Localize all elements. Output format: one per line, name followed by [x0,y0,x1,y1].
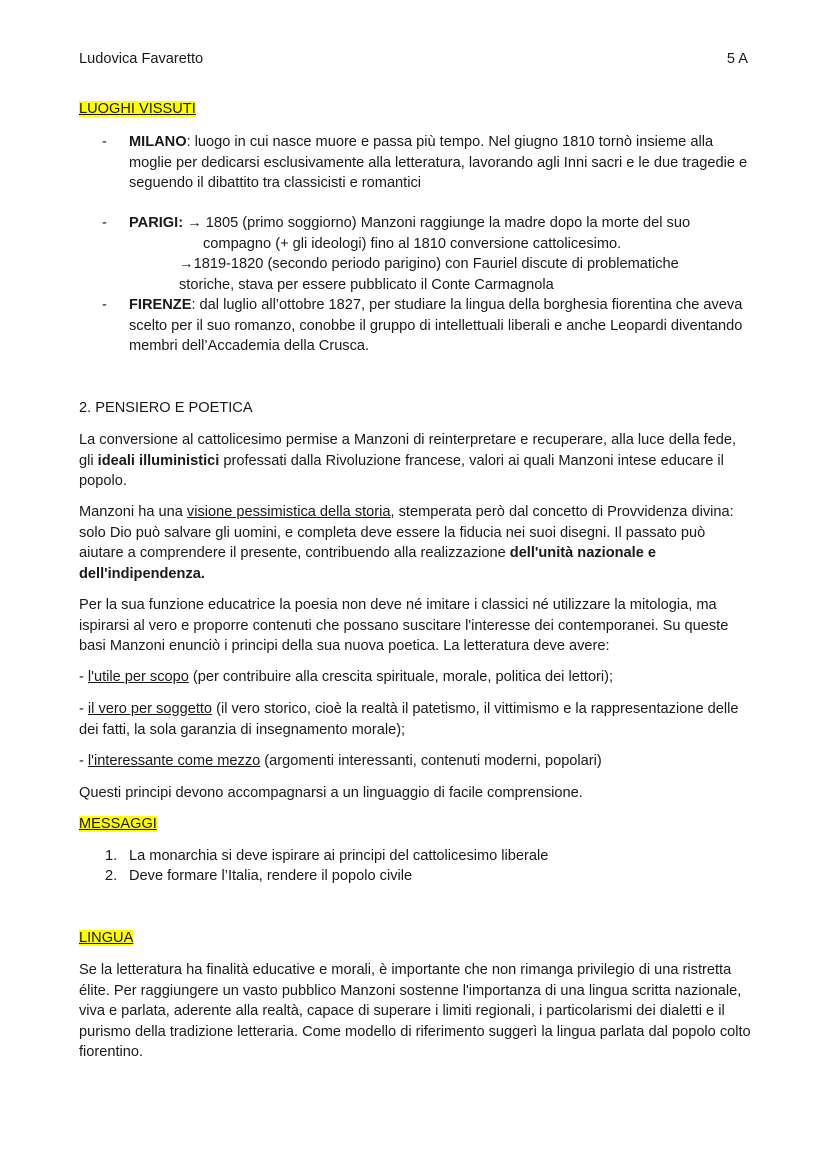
list-item-milano [79,132,751,194]
parigi-line1: → 1805 (primo soggiorno) Manzoni raggiunge la madre dopo la morte del suo [183,215,691,231]
lingua-heading-row [79,928,751,949]
lingua-heading: LINGUA [79,930,134,946]
p2-bold: dell'unità nazionale e dell'indipendenza. [79,545,656,582]
item-text: La monarchia si deve ispirare ai principi del cattolicesimo liberale [129,848,549,864]
dash-marker: - [102,297,107,313]
parigi-name: PARIGI: [129,215,184,231]
point-2-desc: (il vero storico, cioè la realtà il patetismo, il vittimismo e la rappresentazione delle dei fatti, la sola garanzia di insegnamento morale); [79,701,739,738]
messaggi-heading: MESSAGGI [79,816,157,832]
luoghi-heading: LUOGHI VISSUTI [79,101,196,117]
milano-desc: : luogo in cui nasce muore e passa più tempo. Nel giugno 1810 tornò insieme alla moglie per dedicarsi esclusivamente alla letteratura, lavorando agli Inni sacri e le due tragedie e seguendo il dibattito tra classicisti e romantici [129,134,748,191]
messaggi-item [79,846,751,867]
p1-text-c: professati dalla Rivoluzione francese, valori ai quali Manzoni intese educare il popolo. [79,452,724,489]
pensiero-paragraph-4: Questi principi devono accompagnarsi a un linguaggio di facile comprensione. [79,785,583,801]
point-dash: - [79,753,88,769]
point-dash: - [79,669,88,685]
point-3-desc: (argomenti interessanti, contenuti moderni, popolari) [260,753,602,769]
parigi-line2: compagno (+ gli ideologi) fino al 1810 conversione cattolicesimo. [203,235,622,252]
pensiero-paragraph-3: Per la sua funzione educatrice la poesia non deve né imitare i classici né utilizzare la mitologia, ma ispirarsi al vero e proporre contenuti che possano suscitare l'interesse dei contemporanei. Su queste basi Manzoni enunciò i principi della sua nuova poetica. La letteratura deve avere: [79,597,729,654]
dash-marker: - [102,215,107,231]
header-author: Ludovica Favaretto [79,51,204,67]
point-3-title: l'interessante come mezzo [87,753,261,769]
poetica-point-3 [79,751,751,772]
parigi-line4: storiche, stava per essere pubblicato il Conte Carmagnola [179,276,554,293]
point-1-title: l'utile per scopo [87,669,189,685]
p2-text-a: Manzoni ha una [79,504,187,520]
messaggi-item [79,866,751,887]
p2-underlined: visione pessimistica della storia [186,504,391,520]
lingua-paragraph: Se la letteratura ha finalità educative e morali, è importante che non rimanga privilegio di una ristretta élite. Per raggiungere un vasto pubblico Manzoni sostenne l'importanza di una lingua scritta nazionale, viva e parlata, aderente alla realtà, capace di superare i limiti regionali, i particolarismi dei dialetti e il purismo della tradizione letteraria. Come modello di riferimento suggerì la lingua parlata dal popolo colto fiorentino. [79,962,751,1060]
milano-text [129,132,751,194]
point-dash: - [79,701,88,717]
parigi-line3: →1819-1820 (secondo periodo parigino) con Fauriel discute di problematiche [179,256,679,272]
dash-marker: - [102,134,107,150]
p1-text-a: La conversione al cattolicesimo permise a Manzoni di reinterpretare e recuperare, alla luce della fede, gli [79,432,737,469]
firenze-text [129,295,751,357]
firenze-name: FIRENZE [129,297,192,313]
pensiero-heading: 2. PENSIERO E POETICA [79,400,253,416]
point-1-desc: (per contribuire alla crescita spirituale, morale, politica dei lettori); [188,669,614,685]
poetica-point-1 [79,667,751,688]
pensiero-paragraph-1 [79,430,751,492]
milano-name: MILANO [129,134,187,150]
list-item-parigi [79,213,751,295]
point-2-title: il vero per soggetto [87,701,213,717]
messaggi-heading-row [79,814,751,835]
item-number: 1. [105,848,118,864]
firenze-desc: : dal luglio all’ottobre 1827, per studiare la lingua della borghesia fiorentina che aveva scelto per il suo romanzo, conobbe il gruppo di intellettuali liberali e anche Leopardi diventando membri dell’Accademia della Crusca. [129,297,743,354]
list-item-firenze [79,295,751,357]
parigi-text [129,213,751,295]
p1-bold: ideali illuministici [97,452,220,469]
p2-text-c: , stemperata però dal concetto di Provvidenza divina: solo Dio può salvare gli uomini, e completa deve essere la fiducia nei suoi disegni. Il passato può aiutare a comprendere il presente, contribuendo alla realizzazione [79,504,734,561]
item-text: Deve formare l’Italia, rendere il popolo civile [129,868,413,884]
luoghi-heading-row [79,99,751,120]
header-class: 5 A [726,51,748,67]
item-number: 2. [105,868,118,884]
poetica-point-2 [79,699,751,740]
pensiero-paragraph-2 [79,502,751,584]
